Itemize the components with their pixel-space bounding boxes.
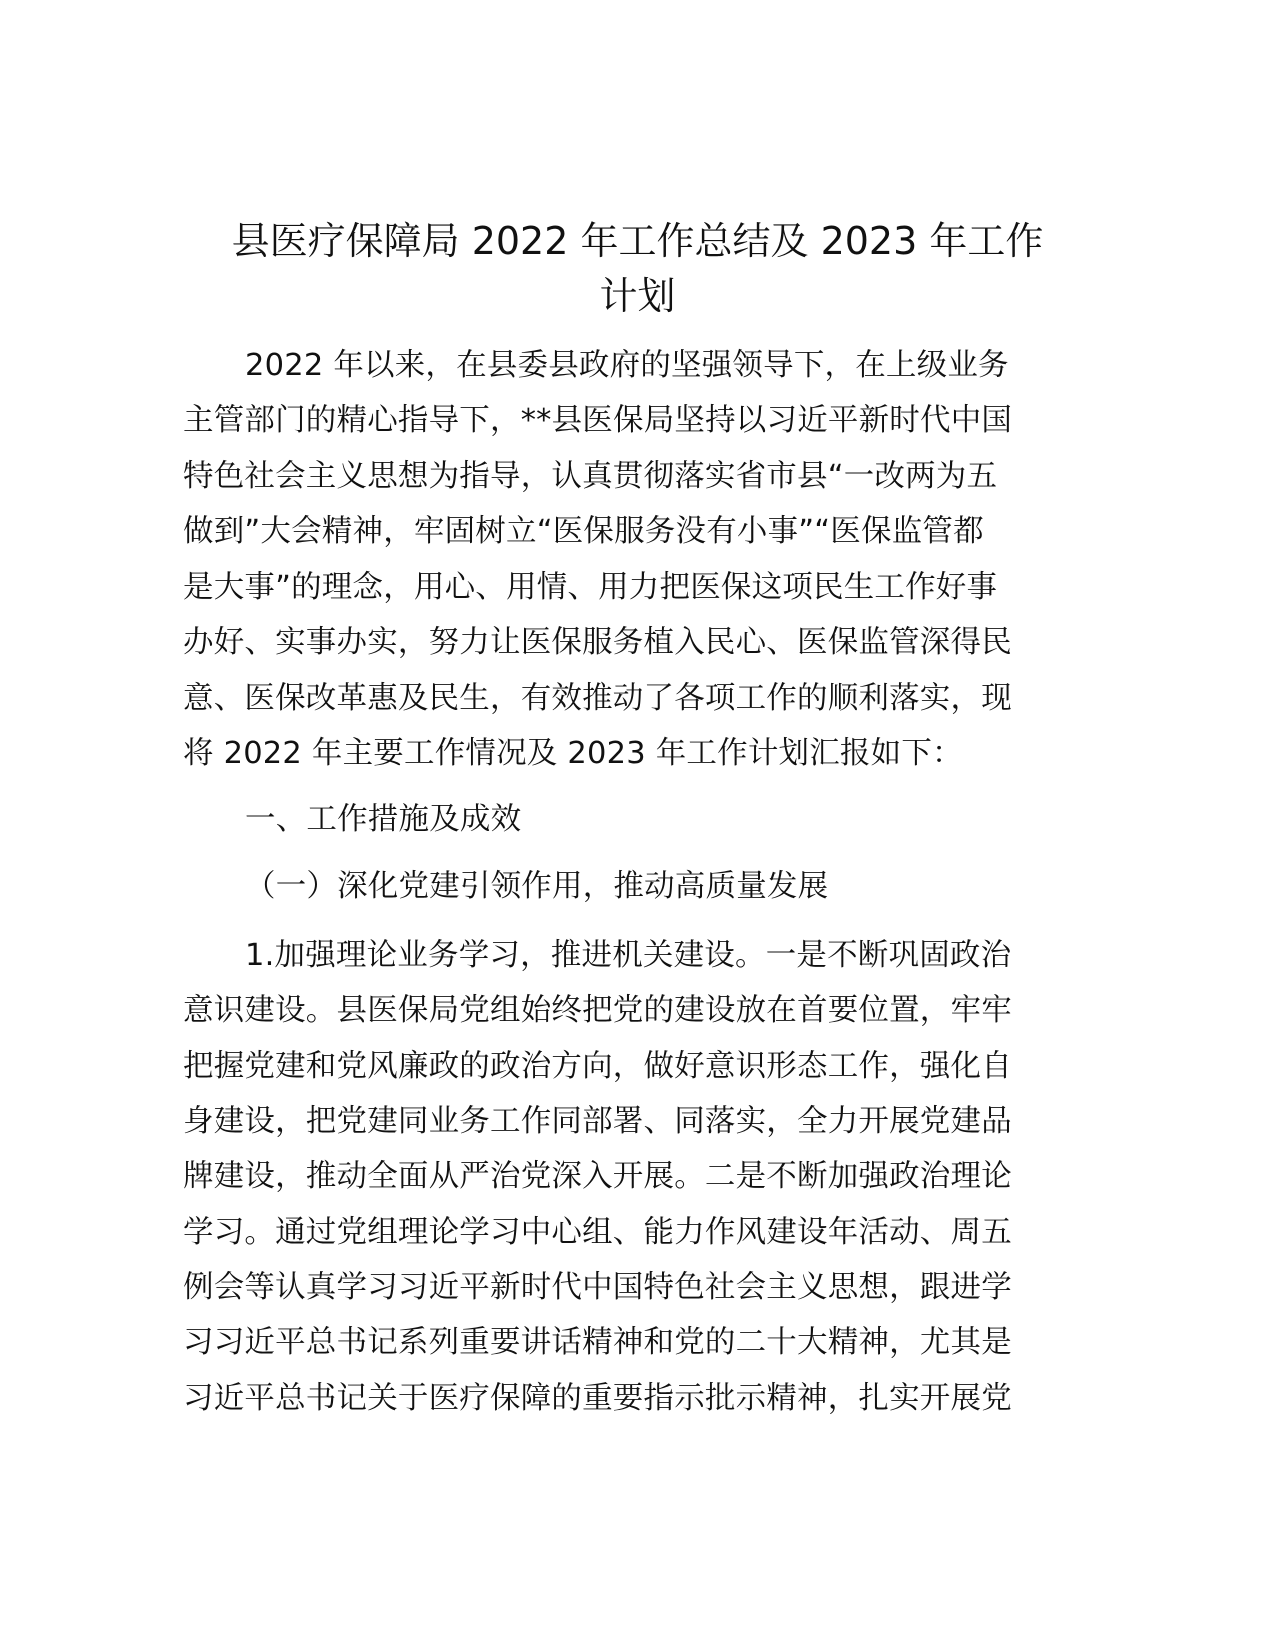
body-line: 是大事”的理念，用心、用情、用力把医保这项民生工作好事 <box>183 570 998 605</box>
body-line: 特色社会主义思想为指导，认真贯彻落实省市县“一改两为五 <box>183 459 998 494</box>
document-title-line-2: 计划 <box>599 274 676 318</box>
body-line: 身建设，把党建同业务工作同部署、同落实，全力开展党建品 <box>183 1104 1012 1139</box>
body-line: 牌建设，推动全面从严治党深入开展。二是不断加强政治理论 <box>183 1159 1012 1194</box>
body-line: 习习近平总书记系列重要讲话精神和党的二十大精神，尤其是 <box>183 1325 1012 1360</box>
subsection-heading: （一）深化党建引领作用，推动高质量发展 <box>245 869 829 904</box>
body-line: 办好、实事办实，努力让医保服务植入民心、医保监管深得民 <box>183 625 1012 660</box>
body-line: 意、医保改革惠及民生，有效推动了各项工作的顺利落实，现 <box>183 681 1012 716</box>
body-line: 做到”大会精神，牢固树立“医保服务没有小事”“医保监管都 <box>183 514 984 549</box>
body-line: 把握党建和党风廉政的政治方向，做好意识形态工作，强化自 <box>183 1049 1012 1084</box>
body-line: 将 2022 年主要工作情况及 2023 年工作计划汇报如下： <box>183 736 963 771</box>
section-heading: 一、工作措施及成效 <box>245 802 522 837</box>
body-line: 习近平总书记关于医疗保障的重要指示批示精神，扎实开展党 <box>183 1381 1012 1416</box>
body-line: 例会等认真学习习近平新时代中国特色社会主义思想，跟进学 <box>183 1270 1012 1305</box>
body-line: 意识建设。县医保局党组始终把党的建设放在首要位置，牢牢 <box>183 993 1012 1028</box>
body-line: 2022 年以来，在县委县政府的坚强领导下，在上级业务 <box>245 348 1009 383</box>
body-line: 1.加强理论业务学习，推进机关建设。一是不断巩固政治 <box>245 938 1012 973</box>
body-line: 主管部门的精心指导下，**县医保局坚持以习近平新时代中国 <box>183 403 1013 438</box>
document-title-line-1: 县医疗保障局 2022 年工作总结及 2023 年工作 <box>231 219 1044 263</box>
body-line: 学习。通过党组理论学习中心组、能力作风建设年活动、周五 <box>183 1215 1012 1250</box>
